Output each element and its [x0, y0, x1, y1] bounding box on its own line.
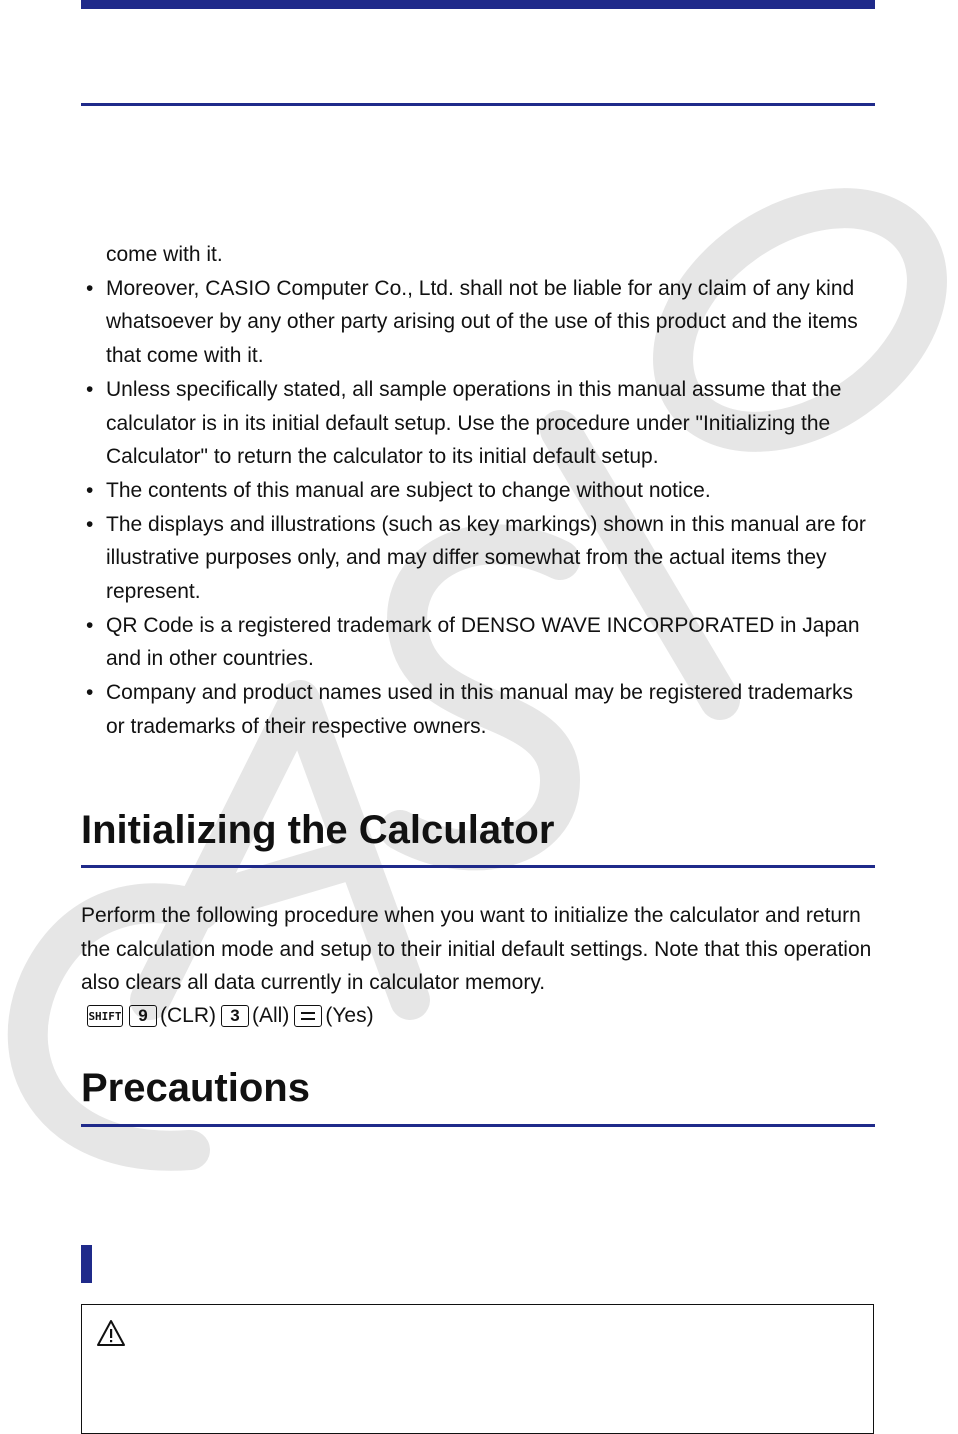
- list-item: [86, 373, 876, 474]
- heading-rule: [81, 865, 875, 868]
- heading-rule: [81, 1124, 875, 1127]
- bullet: •: [86, 613, 94, 637]
- yes-label: (Yes): [325, 1004, 374, 1027]
- caution-box: [81, 1304, 874, 1434]
- bullet: •: [86, 276, 94, 300]
- list-item-text: Company and product names used in this manual may be registered trademarks or trademarks of their respective owners.: [106, 681, 854, 738]
- list-item: [86, 474, 876, 508]
- bullet: •: [86, 377, 94, 401]
- list-item-text: Moreover, CASIO Computer Co., Ltd. shall not be liable for any claim of any kind whatsoever by any other party arising out of the use of this product and the items that come with it.: [106, 276, 858, 368]
- shift-key-icon: SHIFT: [87, 1005, 123, 1027]
- list-item: [86, 238, 876, 272]
- key-9-icon: 9: [129, 1005, 157, 1027]
- list-item: [86, 609, 876, 676]
- list-item-text: The displays and illustrations (such as key markings) shown in this manual are for illustrative purposes only, and may differ somewhat from the actual items they represent.: [106, 512, 866, 604]
- list-item-text: Unless specifically stated, all sample operations in this manual assume that the calculator is in its initial default setup. Use the procedure under "Initializing the Calculator" to return the calculator to its initial default setup.: [106, 377, 842, 469]
- key-sequence: [84, 1000, 376, 1032]
- list-item: [86, 272, 876, 373]
- notice-list: [86, 238, 876, 744]
- bullet: •: [86, 681, 94, 705]
- initializing-paragraph: Perform the following procedure when you want to initialize the calculator and return the calculation mode and setup to their initial default settings. Note that this operation also clears all data currently in calculator memory.: [81, 904, 872, 995]
- heading-precautions: Precautions: [81, 1066, 310, 1110]
- equals-key-icon: [294, 1005, 322, 1027]
- list-item: [86, 508, 876, 609]
- bullet: •: [86, 478, 94, 502]
- warning-triangle-icon: [96, 1319, 126, 1347]
- key-3-icon: 3: [221, 1005, 249, 1027]
- list-item-text: The contents of this manual are subject to change without notice.: [106, 478, 711, 502]
- subsection-marker: [81, 1245, 92, 1283]
- bullet: •: [86, 512, 94, 536]
- clr-label: (CLR): [160, 1004, 216, 1027]
- list-item-text: QR Code is a registered trademark of DENSO WAVE INCORPORATED in Japan and in other countries.: [106, 613, 860, 671]
- all-label: (All): [252, 1004, 290, 1027]
- list-item: [86, 676, 876, 743]
- list-item-text: come with it.: [106, 243, 223, 266]
- heading-initializing: Initializing the Calculator: [81, 808, 555, 852]
